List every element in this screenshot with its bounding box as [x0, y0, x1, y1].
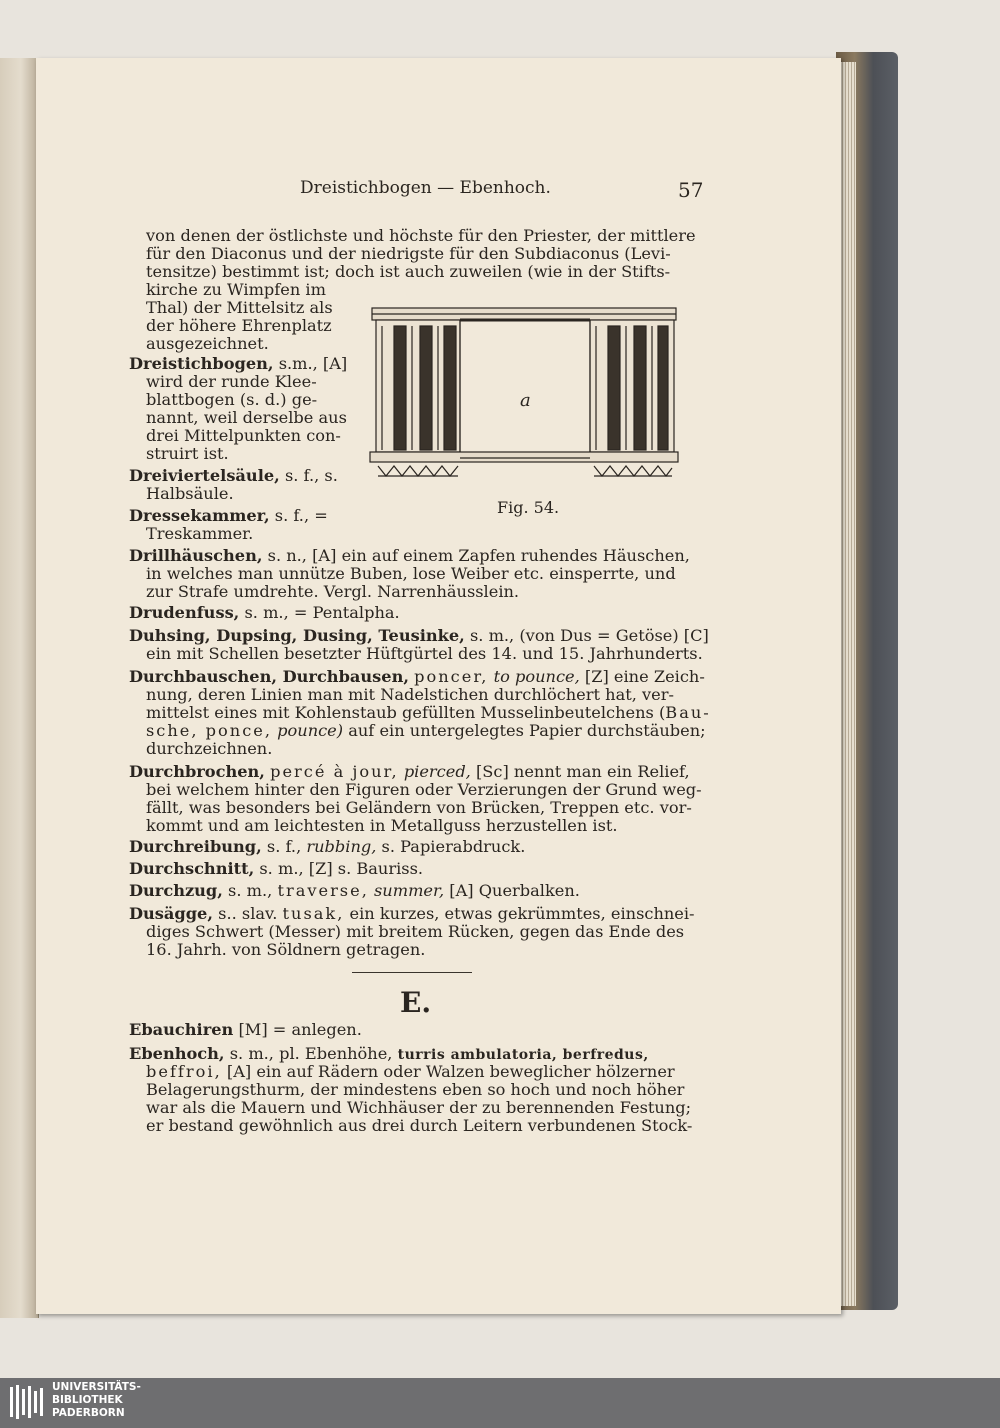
english-term: pierced,: [403, 762, 471, 781]
french-term: sche, ponce,: [146, 721, 272, 740]
entry-dreistichbogen: [129, 355, 347, 373]
text-line: Belagerungsthurm, der mindestens eben so hoch und noch höher: [146, 1080, 685, 1099]
headword: Dusägge,: [129, 904, 213, 923]
english-term: pounce): [277, 721, 344, 740]
entry-text: s. m., = Pentalpha.: [244, 603, 400, 622]
text-line: nung, deren Linien man mit Nadelstichen durchlöchert hat, ver-: [146, 685, 674, 704]
text-line: 16. Jahrh. von Söldnern getragen.: [146, 940, 426, 959]
english-term: rubbing,: [306, 837, 377, 856]
page-number: 57: [678, 178, 704, 202]
entry-text: s. n., [A] ein auf einem Zapfen ruhendes Häuschen,: [267, 546, 690, 565]
headword: Dreiviertelsäule,: [129, 466, 280, 485]
library-logo-icon: [8, 1383, 48, 1423]
entry-duhsing: [129, 627, 709, 645]
entry-text: s. m., pl. Ebenhöhe,: [229, 1044, 393, 1063]
text-line: ein mit Schellen besetzter Hüftgürtel des 14. und 15. Jahrhunderts.: [146, 644, 703, 663]
english-term: summer,: [374, 881, 445, 900]
text-line: blattbogen (s. d.) ge-: [146, 390, 318, 409]
section-heading: E.: [400, 986, 432, 1019]
entry-text: s. f., s.: [284, 466, 338, 485]
entry-text: [Sc] nennt man ein Relief,: [475, 762, 690, 781]
text-line: diges Schwert (Messer) mit breitem Rücken, gegen das Ende des: [146, 922, 685, 941]
figure-caption: Fig. 54.: [497, 498, 560, 517]
entry-dusaegge: [129, 905, 695, 923]
headword: Durchbrochen,: [129, 762, 265, 781]
entry-durchbauschen: [129, 668, 705, 686]
text-line: war als die Mauern und Wichhäuser der zu berennenden Festung;: [146, 1098, 692, 1117]
text-line: von denen der östlichste und höchste für den Priester, der mittlere: [146, 226, 696, 245]
latin-term: turris ambulatoria, berfredus,: [397, 1047, 649, 1063]
entry-drillhaeuschen: [129, 547, 690, 565]
text-line: Halbsäule.: [146, 484, 234, 503]
headword: Ebenhoch,: [129, 1044, 225, 1063]
entry-dreiviertelsaeule: [129, 467, 338, 485]
entry-durchreibung: [129, 838, 525, 856]
section-divider: [352, 972, 472, 973]
text-line: er bestand gewöhnlich aus drei durch Leitern verbundenen Stock-: [146, 1116, 693, 1135]
entry-text: s. f., =: [274, 506, 328, 525]
entry-drudenfuss: [129, 604, 400, 622]
text-line: nannt, weil derselbe aus: [146, 408, 347, 427]
entry-durchbrochen: [129, 763, 690, 781]
entry-text: s. m., (von Dus = Getöse) [C]: [469, 626, 709, 645]
text-line: für den Diaconus und der niedrigste für den Subdiaconus (Levi-: [146, 244, 671, 263]
text-span: [A] ein auf Rädern oder Walzen beweglicher hölzerner: [226, 1062, 675, 1081]
text-line: [146, 1063, 675, 1081]
text-line: fällt, was besonders bei Geländern von Brücken, Treppen etc. vor-: [146, 798, 692, 817]
headword: Dressekammer,: [129, 506, 270, 525]
text-line: Treskammer.: [146, 524, 254, 543]
library-name: [52, 1381, 141, 1420]
text-line: tensitze) bestimmt ist; doch ist auch zuweilen (wie in der Stifts-: [146, 262, 671, 281]
headword: Durchreibung,: [129, 837, 262, 856]
sedilia-engraving: [368, 306, 680, 482]
text-span: mittelst eines mit Kohlenstaub gefüllten Musselinbeutelchens (: [146, 703, 666, 722]
text-line: [146, 704, 711, 722]
figure-letter: a: [520, 390, 531, 411]
entry-text: s. Papierabdruck.: [381, 837, 526, 856]
entry-text: ein kurzes, etwas gekrümmtes, einschnei-: [349, 904, 695, 923]
library-footer-band: [0, 1378, 1000, 1428]
text-line: wird der runde Klee-: [146, 372, 317, 391]
text-line: bei welchem hinter den Figuren oder Verzierungen der Grund weg-: [146, 780, 702, 799]
library-name-line: BIBLIOTHEK: [52, 1394, 123, 1406]
entry-text: s.. slav.: [218, 904, 278, 923]
slavic-term: tusak,: [282, 904, 345, 923]
french-term: beffroi,: [146, 1062, 222, 1081]
text-line: kommt und am leichtesten in Metallguss herzustellen ist.: [146, 816, 618, 835]
entry-durchschnitt: [129, 860, 423, 878]
text-line: kirche zu Wimpfen im: [146, 280, 326, 299]
english-term: to pounce,: [493, 667, 580, 686]
entry-text: s. m., [Z] s. Bauriss.: [259, 859, 424, 878]
entry-text: s. f.,: [266, 837, 302, 856]
french-term: percé à jour,: [270, 762, 399, 781]
german-term: Bau-: [665, 703, 711, 722]
text-line: der höhere Ehrenplatz: [146, 316, 332, 335]
french-term: poncer,: [414, 667, 489, 686]
entry-dressekammer: [129, 507, 328, 525]
headword: Drudenfuss,: [129, 603, 240, 622]
headword: Durchzug,: [129, 881, 223, 900]
headword: Dreistichbogen,: [129, 354, 274, 373]
figure-54-illustration: [368, 306, 680, 482]
text-line: struirt ist.: [146, 444, 229, 463]
headword: Drillhäuschen,: [129, 546, 263, 565]
text-line: ausgezeichnet.: [146, 334, 269, 353]
headword: Duhsing, Dupsing, Dusing, Teusinke,: [129, 626, 465, 645]
entry-durchzug: [129, 882, 580, 900]
previous-page-edge: [0, 58, 39, 1318]
text-line: Thal) der Mittelsitz als: [146, 298, 333, 317]
library-name-line: PADERBORN: [52, 1407, 125, 1419]
entry-text: [M] = anlegen.: [238, 1020, 362, 1039]
french-term: traverse,: [277, 881, 369, 900]
entry-text: [Z] eine Zeich-: [584, 667, 705, 686]
library-name-line: UNIVERSITÄTS-: [52, 1381, 141, 1393]
headword: Durchbauschen, Durchbausen,: [129, 667, 409, 686]
running-head: Dreistichbogen — Ebenhoch.: [300, 178, 551, 198]
headword: Ebauchiren: [129, 1020, 234, 1039]
text-line: zur Strafe umdrehte. Vergl. Narrenhäusslein.: [146, 582, 520, 601]
text-line: [146, 722, 706, 740]
entry-text: s. m.,: [228, 881, 273, 900]
text-line: in welches man unnütze Buben, lose Weiber etc. einsperrte, und: [146, 564, 676, 583]
entry-ebauchiren: [129, 1021, 362, 1039]
text-line: drei Mittelpunkten con-: [146, 426, 341, 445]
headword: Durchschnitt,: [129, 859, 255, 878]
entry-text: s.m., [A]: [278, 354, 348, 373]
entry-text: [A] Querbalken.: [449, 881, 580, 900]
text-line: durchzeichnen.: [146, 739, 273, 758]
text-span: auf ein untergelegtes Papier durchstäuben;: [348, 721, 706, 740]
